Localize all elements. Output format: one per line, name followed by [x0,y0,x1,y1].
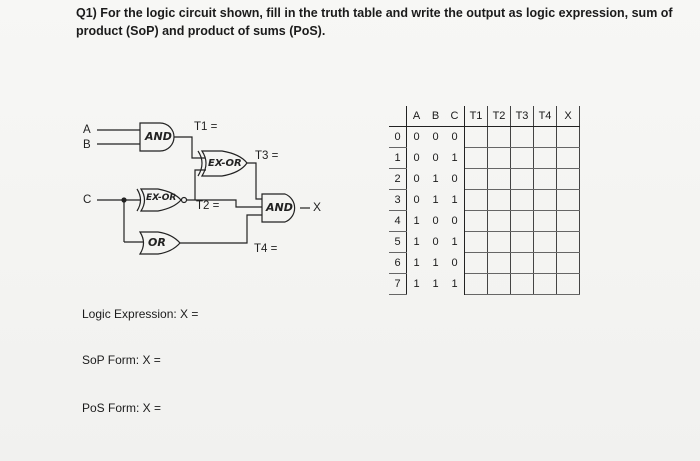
cell-t4[interactable] [534,274,557,295]
header-t4: T4 [534,106,557,127]
cell-c: 1 [445,190,465,211]
cell-x[interactable] [557,190,580,211]
header-c: C [445,106,465,127]
table-row [389,274,580,295]
cell-t1[interactable] [465,169,488,190]
cell-b: 0 [432,152,439,164]
cell-a: 1 [413,257,420,269]
output-x-label: X [313,200,322,214]
cell-c: 0 [445,127,465,148]
t4-label: T4 = [254,243,278,255]
logic-expression-label: Logic Expression: X = [82,307,199,321]
header-t2: T2 [488,106,511,127]
cell-x[interactable] [557,253,580,274]
cell-b: 0 [432,131,439,144]
header-t3: T3 [511,106,534,127]
row-index: 0 [389,127,407,148]
cell-b: 1 [432,278,439,290]
and-gate-final-label: AND [266,201,293,214]
pos-form-label: PoS Form: X = [82,401,162,415]
cell-a: 1 [413,215,420,227]
cell-t4[interactable] [534,190,557,211]
row-index: 1 [389,148,407,169]
cell-t2[interactable] [488,253,511,274]
truth-table [389,106,580,295]
cell-t2[interactable] [488,232,511,253]
header-a: A [407,106,427,127]
cell-b: 0 [432,215,439,227]
row-index: 7 [389,274,407,295]
cell-t4[interactable] [534,148,557,169]
cell-c: 1 [445,274,465,295]
cell-c: 0 [445,169,465,190]
cell-x[interactable] [557,127,580,148]
cell-t1[interactable] [465,148,488,169]
row-index: 5 [389,232,407,253]
index-header [389,106,407,127]
t1-label: T1 = [194,121,218,133]
table-row [389,190,580,211]
exor-gate-2-label: EX-OR [208,158,242,169]
cell-a: 0 [413,194,420,206]
cell-t4[interactable] [534,127,557,148]
header-t1: T1 [465,106,488,127]
cell-a: 1 [413,278,420,290]
cell-b: 1 [432,257,439,269]
cell-a: 1 [413,236,420,248]
cell-t3[interactable] [511,211,534,232]
cell-x[interactable] [557,211,580,232]
cell-c: 1 [445,148,465,169]
cell-t2[interactable] [488,127,511,148]
header-x: X [557,106,580,127]
exor-gate-1-label: EX-OR [146,193,177,203]
header-b: B [426,106,445,127]
cell-t2[interactable] [488,274,511,295]
cell-t4[interactable] [534,253,557,274]
sop-form-label: SoP Form: X = [82,353,161,367]
cell-t1[interactable] [465,190,488,211]
question-text: Q1) For the logic circuit shown, fill in the truth table and write the output as logic expression, sum of product (SoP) and product of sums (PoS). [76,6,673,38]
or-gate-label: OR [148,236,166,249]
cell-c: 1 [445,232,465,253]
row-index: 3 [389,190,407,211]
exor-gate-1-bubble [182,198,187,203]
cell-c: 0 [445,211,465,232]
cell-x[interactable] [557,274,580,295]
t3-label: T3 = [255,150,279,162]
cell-t3[interactable] [511,169,534,190]
cell-t3[interactable] [511,274,534,295]
input-a-label: A [83,124,91,136]
wire-t4 [180,215,262,243]
cell-t1[interactable] [465,253,488,274]
cell-t2[interactable] [488,190,511,211]
table-row [389,232,580,253]
cell-b: 0 [432,236,439,248]
cell-b: 1 [432,194,439,206]
input-c-label: C [83,194,92,206]
cell-a: 0 [413,173,420,185]
cell-t2[interactable] [488,211,511,232]
cell-t3[interactable] [511,127,534,148]
table-row [389,211,580,232]
cell-t3[interactable] [511,232,534,253]
cell-t4[interactable] [534,211,557,232]
input-b-label: B [83,139,91,151]
truth-table-header [389,106,580,127]
cell-b: 1 [432,173,439,185]
table-row [389,127,580,148]
cell-t2[interactable] [488,169,511,190]
wire-t3 [247,163,262,199]
cell-x[interactable] [557,169,580,190]
cell-a: 0 [413,152,420,164]
cell-t4[interactable] [534,169,557,190]
cell-t3[interactable] [511,148,534,169]
cell-t1[interactable] [465,232,488,253]
row-index: 2 [389,169,407,190]
cell-t1[interactable] [465,274,488,295]
cell-x[interactable] [557,148,580,169]
row-index: 6 [389,253,407,274]
cell-t4[interactable] [534,232,557,253]
t2-label: T2 = [196,200,220,212]
cell-t1[interactable] [465,127,488,148]
row-index: 4 [389,211,407,232]
cell-c: 0 [445,253,465,274]
cell-x[interactable] [557,232,580,253]
cell-t1[interactable] [465,211,488,232]
cell-t3[interactable] [511,190,534,211]
table-row [389,253,580,274]
cell-t3[interactable] [511,253,534,274]
table-row [389,169,580,190]
and-gate-1-label: AND [145,130,172,143]
table-row [389,148,580,169]
cell-a: 0 [413,131,420,144]
cell-t2[interactable] [488,148,511,169]
exor-gate-2-back [198,151,202,176]
